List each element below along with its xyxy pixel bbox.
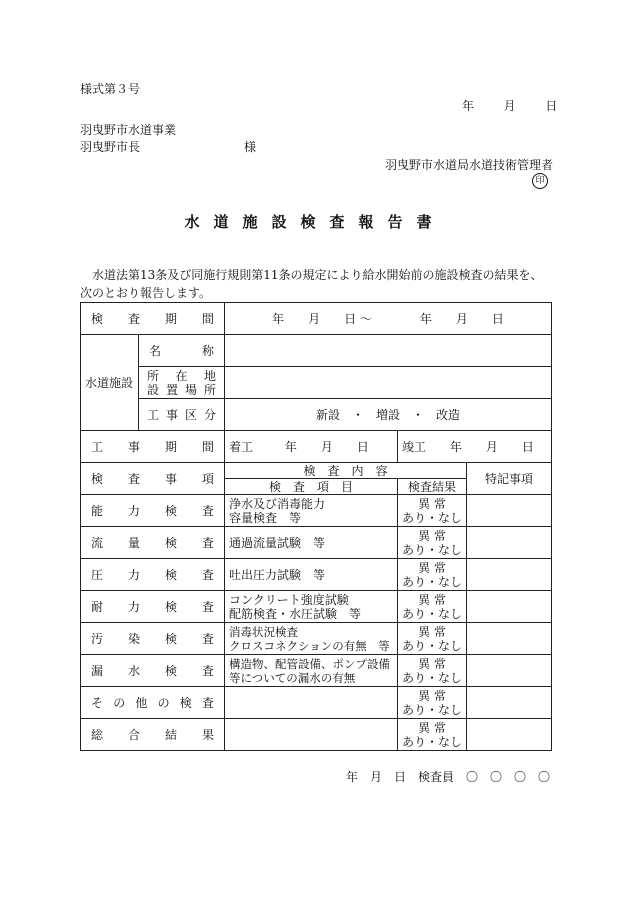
row-special-note[interactable] — [467, 591, 552, 623]
facility-location-value[interactable] — [225, 367, 552, 399]
addressee-org: 羽曳野市水道事業 — [80, 123, 177, 137]
row-result[interactable]: 異 常 あり・なし — [398, 623, 467, 655]
facility-location-label: 所在地 設置場所 — [139, 367, 225, 399]
start-label: 着工 — [229, 439, 254, 454]
row-special-note[interactable] — [467, 559, 552, 591]
date-month: 月 — [503, 99, 516, 113]
overall-result-label: 総合結果 — [81, 719, 225, 751]
check-row-strength — [81, 591, 552, 623]
document-title: 水道施設検査報告書 — [184, 213, 446, 231]
row-result[interactable]: 異 常 あり・なし — [398, 655, 467, 687]
row-items: 吐出圧力試験 等 — [225, 559, 398, 591]
sub-item-header: 検 査 項 目 — [225, 479, 398, 495]
row-special-note[interactable] — [467, 687, 552, 719]
work-period-label: 工事期間 — [81, 431, 225, 463]
row-items: コンクリート強度試験 配筋検査・水圧試験 等 — [225, 591, 398, 623]
facility-name-row — [81, 335, 552, 367]
row-label: 圧力検査 — [81, 559, 225, 591]
row-special-note[interactable] — [467, 655, 552, 687]
work-period-row — [81, 431, 552, 463]
date-year: 年 — [462, 99, 475, 113]
row-result[interactable]: 異 常 あり・なし — [398, 527, 467, 559]
overall-special-note[interactable] — [467, 719, 552, 751]
check-row-pressure — [81, 559, 552, 591]
row-special-note[interactable] — [467, 527, 552, 559]
work-type-label: 工事区分 — [139, 399, 225, 431]
work-type-value[interactable]: 新設 ・ 増設 ・ 改造 — [225, 399, 552, 431]
check-row-contamination — [81, 623, 552, 655]
check-row-capacity — [81, 495, 552, 527]
row-label: その他の検査 — [81, 687, 225, 719]
intro-paragraph: 水道法第13条及び同施行規則第11条の規定により給水開始前の施設検査の結果を、次のとおり報告します。 — [80, 268, 543, 300]
row-items: 消毒状況検査 クロスコネクションの有無 等 — [225, 623, 398, 655]
facility-name-label: 名称 — [139, 335, 225, 367]
row-items: 浄水及び消毒能力 容量検査 等 — [225, 495, 398, 527]
item-header: 検査事項 — [81, 463, 225, 495]
work-type-row — [81, 399, 552, 431]
content-header: 検 査 内 容 — [225, 463, 467, 479]
form-number: 様式第３号 — [80, 82, 141, 96]
row-result[interactable]: 異 常 あり・なし — [398, 687, 467, 719]
inspection-period-row — [81, 303, 552, 335]
row-items: 構造物、配管設備、ポンプ設備 等についての漏水の有無 — [225, 655, 398, 687]
row-label: 汚染検査 — [81, 623, 225, 655]
row-special-note[interactable] — [467, 623, 552, 655]
header-row-1 — [81, 463, 552, 479]
end-value: 年 月 日 — [449, 439, 534, 454]
row-result[interactable]: 異 常 あり・なし — [398, 559, 467, 591]
facility-location-row — [81, 367, 552, 399]
row-label: 耐力検査 — [81, 591, 225, 623]
row-result[interactable]: 異 常 あり・なし — [398, 495, 467, 527]
overall-result-row — [81, 719, 552, 751]
work-end[interactable] — [398, 431, 552, 463]
honorific: 様 — [244, 140, 257, 154]
row-label: 流量検査 — [81, 527, 225, 559]
check-row-other — [81, 687, 552, 719]
row-label: 漏水検査 — [81, 655, 225, 687]
end-label: 竣工 — [402, 439, 427, 454]
check-row-flow — [81, 527, 552, 559]
work-start[interactable] — [225, 431, 398, 463]
check-row-leakage — [81, 655, 552, 687]
row-label: 能力検査 — [81, 495, 225, 527]
facility-name-value[interactable] — [225, 335, 552, 367]
issuer: 羽曳野市水道局水道技術管理者 — [385, 158, 554, 172]
start-value: 年 月 日 — [284, 439, 369, 454]
row-special-note[interactable] — [467, 495, 552, 527]
date-day: 日 — [545, 99, 558, 113]
inspection-period-label: 検査期間 — [81, 303, 225, 335]
overall-result-value[interactable]: 異 常 あり・なし — [398, 719, 467, 751]
overall-result-items[interactable] — [225, 719, 398, 751]
seal-mark: 印 — [532, 173, 548, 189]
report-date — [462, 97, 557, 114]
addressee-title: 羽曳野市長 — [80, 140, 141, 154]
result-header: 検査結果 — [398, 479, 467, 495]
row-result[interactable]: 異 常 あり・なし — [398, 591, 467, 623]
special-header: 特記事項 — [467, 463, 552, 495]
inspection-report-table — [80, 302, 552, 751]
inspector-signature-line: 年 月 日 検査員 〇 〇 〇 〇 — [346, 770, 551, 784]
row-items[interactable] — [225, 687, 398, 719]
facility-label: 水道施設 — [81, 335, 139, 431]
inspection-period-value[interactable]: 年 月 日 〜 年 月 日 — [225, 303, 552, 335]
row-items: 通過流量試験 等 — [225, 527, 398, 559]
